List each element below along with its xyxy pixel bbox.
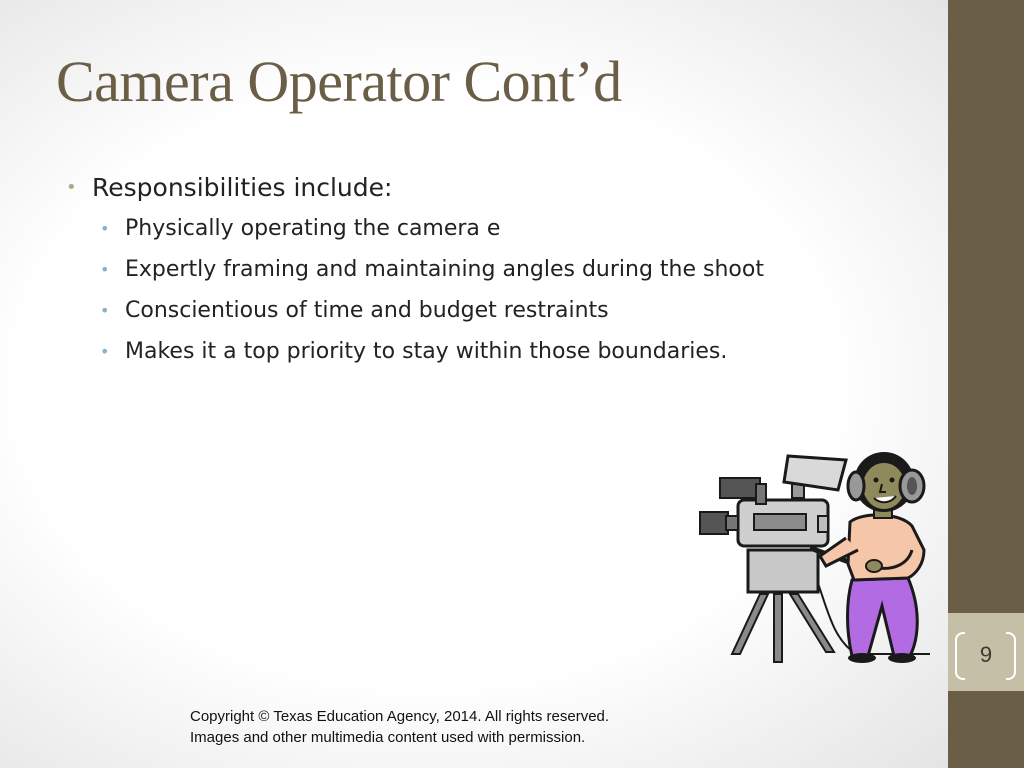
bullet-sub-text: Physically operating the camera e [125, 216, 501, 241]
copyright-notice [190, 706, 609, 748]
bracket-right-decoration [1006, 632, 1016, 680]
bullet-sub [66, 211, 764, 247]
bullet-sub [66, 293, 764, 329]
copyright-line: Copyright © Texas Education Agency, 2014. All rights reserved. [190, 708, 610, 725]
bullet-sub [66, 334, 764, 370]
bullet-dot: • [100, 342, 110, 361]
bullet-dot: • [100, 260, 110, 279]
slide-title: Camera Operator Cont’d [56, 49, 622, 114]
bullet-dot: • [66, 177, 77, 198]
permission-line: Images and other multimedia content used with permission. [190, 729, 586, 746]
camera-operator-clipart [698, 446, 934, 668]
bullet-sub-text: Expertly framing and maintaining angles during the shoot [125, 257, 764, 282]
page-number: 9 [979, 642, 993, 667]
bullet-sub-text: Conscientious of time and budget restraints [125, 298, 609, 323]
bullet-dot: • [100, 301, 110, 320]
bullet-sub-text: Makes it a top priority to stay within those boundaries. [125, 339, 728, 364]
bullet-main-text: Responsibilities include: [92, 173, 393, 202]
bullet-sub [66, 252, 764, 288]
bracket-left-decoration [955, 632, 965, 680]
bullet-main [66, 170, 764, 206]
bullet-dot: • [100, 219, 110, 238]
bullet-list [66, 170, 764, 370]
